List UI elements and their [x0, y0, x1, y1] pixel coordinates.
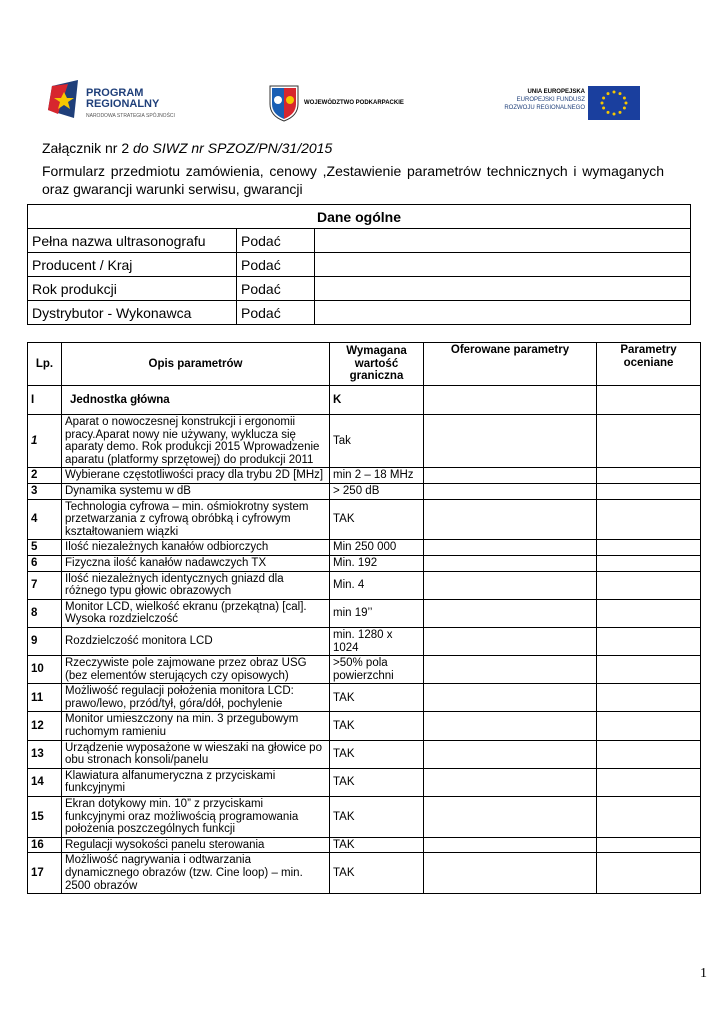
table-row: [28, 768, 701, 796]
eval-cell[interactable]: [597, 540, 701, 556]
table-row: [28, 229, 691, 253]
row-desc: Dynamika systemu w dB: [62, 483, 330, 499]
eval-cell[interactable]: [597, 499, 701, 540]
attachment-heading: Załącznik nr 2 do SIWZ nr SPZOZ/PN/31/2015: [42, 140, 333, 156]
eval-cell[interactable]: [597, 797, 701, 838]
general-fill-cell[interactable]: [315, 301, 691, 325]
table-row: [28, 301, 691, 325]
wojewodztwo-logo: [268, 84, 404, 127]
offer-cell[interactable]: [424, 656, 597, 684]
offer-cell[interactable]: [424, 571, 597, 599]
table-row: [28, 712, 701, 740]
row-lp: 4: [28, 499, 62, 540]
page-number: 1: [700, 966, 707, 981]
row-desc: Rzeczywiste pole zajmowane przez obraz USG (bez elementów sterujących czy opisowych): [62, 656, 330, 684]
general-label: Dystrybutor - Wykonawca: [28, 301, 237, 325]
eu-flag-icon: [588, 86, 640, 120]
eu-text: UNIA EUROPEJSKA EUROPEJSKI FUNDUSZ ROZWOJU REGIONALNEGO: [504, 89, 585, 111]
table-row: [28, 797, 701, 838]
wojewodztwo-text: WOJEWÓDZTWO PODKARPACKIE: [304, 100, 404, 106]
eval-cell[interactable]: [597, 627, 701, 655]
row-req: TAK: [330, 740, 424, 768]
col-desc: Opis parametrów: [62, 343, 330, 386]
row-lp: 12: [28, 712, 62, 740]
table-row: [28, 853, 701, 894]
coat-of-arms-icon: [268, 84, 300, 122]
offer-cell[interactable]: [424, 386, 597, 415]
general-fill-cell[interactable]: [315, 253, 691, 277]
offer-cell[interactable]: [424, 712, 597, 740]
row-req: TAK: [330, 499, 424, 540]
row-req: Min. 192: [330, 555, 424, 571]
row-desc: Ilość niezależnych identycznych gniazd dla różnego typu głowic obrazowych: [62, 571, 330, 599]
row-req: min 2 – 18 MHz: [330, 468, 424, 484]
table-row: [28, 540, 701, 556]
offer-cell[interactable]: [424, 837, 597, 853]
row-lp: 13: [28, 740, 62, 768]
offer-cell[interactable]: [424, 555, 597, 571]
eval-cell[interactable]: [597, 837, 701, 853]
row-lp: 14: [28, 768, 62, 796]
row-desc: Możliwość nagrywania i odtwarzania dynamicznego obrazów (tzw. Cine loop) – min. 2500 obrazów: [62, 853, 330, 894]
row-req: TAK: [330, 768, 424, 796]
row-req: TAK: [330, 712, 424, 740]
offer-cell[interactable]: [424, 468, 597, 484]
table-row: [28, 499, 701, 540]
general-data-header: Dane ogólne: [28, 205, 691, 229]
table-row: [28, 656, 701, 684]
row-lp: 17: [28, 853, 62, 894]
program-regionalny-emblem-icon: [48, 80, 82, 120]
general-value: Podać: [237, 277, 315, 301]
row-req: TAK: [330, 853, 424, 894]
parameters-header-row: [28, 343, 701, 386]
row-desc: Wybierane częstotliwości pracy dla trybu 2D [MHz]: [62, 468, 330, 484]
general-fill-cell[interactable]: [315, 229, 691, 253]
row-lp: 8: [28, 599, 62, 627]
row-lp: 6: [28, 555, 62, 571]
program-regionalny-text: PROGRAM REGIONALNY: [86, 87, 160, 110]
eval-cell[interactable]: [597, 712, 701, 740]
row-desc: Monitor LCD, wielkość ekranu (przekątna) [cal]. Wysoka rozdzielczość: [62, 599, 330, 627]
eval-cell[interactable]: [597, 684, 701, 712]
row-lp: 2: [28, 468, 62, 484]
row-req: min 19’’: [330, 599, 424, 627]
table-row: [28, 571, 701, 599]
row-desc: Monitor umieszczony na min. 3 przegubowym ruchomym ramieniu: [62, 712, 330, 740]
offer-cell[interactable]: [424, 853, 597, 894]
row-lp: 7: [28, 571, 62, 599]
offer-cell[interactable]: [424, 740, 597, 768]
row-desc: Ilość niezależnych kanałów odbiorczych: [62, 540, 330, 556]
table-row: [28, 837, 701, 853]
parameters-table: [27, 342, 701, 894]
eval-cell[interactable]: [597, 415, 701, 468]
row-desc: Możliwość regulacji położenia monitora LCD: prawo/lewo, przód/tył, góra/dół, pochylenie: [62, 684, 330, 712]
eval-cell[interactable]: [597, 768, 701, 796]
row-req: TAK: [330, 837, 424, 853]
row-lp: 16: [28, 837, 62, 853]
program-subtitle: NARODOWA STRATEGIA SPÓJNOŚCI: [86, 113, 175, 119]
general-fill-cell[interactable]: [315, 277, 691, 301]
row-req: Min 250 000: [330, 540, 424, 556]
general-value: Podać: [237, 253, 315, 277]
table-row: [28, 277, 691, 301]
logo-bar: [0, 78, 724, 126]
row-lp: 9: [28, 627, 62, 655]
table-row: [28, 468, 701, 484]
offer-cell[interactable]: [424, 768, 597, 796]
row-lp: 1: [28, 415, 62, 468]
row-desc: Fizyczna ilość kanałów nadawczych TX: [62, 555, 330, 571]
general-data-table: [27, 204, 691, 325]
row-lp: 11: [28, 684, 62, 712]
row-req: TAK: [330, 684, 424, 712]
general-value: Podać: [237, 229, 315, 253]
col-eval: Parametry oceniane: [597, 343, 701, 386]
table-row: [28, 253, 691, 277]
eval-cell[interactable]: [597, 740, 701, 768]
row-desc: Aparat o nowoczesnej konstrukcji i ergonomii pracy.Aparat nowy nie używany, wyklucza się aparaty demo. Rok produkcji 2015 Wprowadzenie aparatu (platformy sprzętowej) do produkcji 2011: [62, 415, 330, 468]
table-row: [28, 740, 701, 768]
row-desc: Ekran dotykowy min. 10” z przyciskami funkcyjnymi oraz możliwością programowania położenia poszczególnych funkcji: [62, 797, 330, 838]
offer-cell[interactable]: [424, 483, 597, 499]
row-req: TAK: [330, 797, 424, 838]
section-row: [28, 386, 701, 415]
eval-cell[interactable]: [597, 468, 701, 484]
row-req: Min. 4: [330, 571, 424, 599]
row-req: > 250 dB: [330, 483, 424, 499]
offer-cell[interactable]: [424, 415, 597, 468]
row-lp: 5: [28, 540, 62, 556]
program-regionalny-logo: [48, 80, 198, 124]
row-desc: Klawiatura alfanumeryczna z przyciskami funkcyjnymi: [62, 768, 330, 796]
eval-cell[interactable]: [597, 483, 701, 499]
offer-cell[interactable]: [424, 599, 597, 627]
offer-cell[interactable]: [424, 499, 597, 540]
row-lp: 3: [28, 483, 62, 499]
row-desc: Rozdzielczość monitora LCD: [62, 627, 330, 655]
offer-cell[interactable]: [424, 797, 597, 838]
section-desc: Jednostka główna: [62, 386, 330, 415]
col-offer: Oferowane parametry: [424, 343, 597, 386]
row-req: min. 1280 x 1024: [330, 627, 424, 655]
eval-cell[interactable]: [597, 571, 701, 599]
table-row: [28, 555, 701, 571]
row-req: Tak: [330, 415, 424, 468]
table-row: [28, 599, 701, 627]
row-desc: Urządzenie wyposażone w wieszaki na głowice po obu stronach konsoli/panelu: [62, 740, 330, 768]
eval-cell[interactable]: [597, 555, 701, 571]
offer-cell[interactable]: [424, 627, 597, 655]
offer-cell[interactable]: [424, 684, 597, 712]
col-req: Wymagana wartość graniczna: [330, 343, 424, 386]
eval-cell[interactable]: [597, 386, 701, 415]
offer-cell[interactable]: [424, 540, 597, 556]
table-row: [28, 684, 701, 712]
eval-cell[interactable]: [597, 599, 701, 627]
row-req: >50% pola powierzchni: [330, 656, 424, 684]
section-lp: I: [28, 386, 62, 415]
row-desc: Technologia cyfrowa – min. ośmiokrotny system przetwarzania z cyfrową obróbką i cyfrowym kształtowaniem wiązki: [62, 499, 330, 540]
eval-cell[interactable]: [597, 853, 701, 894]
table-row: [28, 483, 701, 499]
section-req: K: [330, 386, 424, 415]
form-title: Formularz przedmiotu zamówienia, cenowy ,Zestawienie parametrów technicznych i wymaganych oraz gwarancji warunki serwisu, gwarancji: [42, 163, 664, 197]
col-lp: Lp.: [28, 343, 62, 386]
general-label: Pełna nazwa ultrasonografu: [28, 229, 237, 253]
general-value: Podać: [237, 301, 315, 325]
table-row: [28, 627, 701, 655]
row-desc: Regulacji wysokości panelu sterowania: [62, 837, 330, 853]
eval-cell[interactable]: [597, 656, 701, 684]
row-lp: 10: [28, 656, 62, 684]
row-lp: 15: [28, 797, 62, 838]
general-label: Producent / Kraj: [28, 253, 237, 277]
general-label: Rok produkcji: [28, 277, 237, 301]
table-row: [28, 415, 701, 468]
